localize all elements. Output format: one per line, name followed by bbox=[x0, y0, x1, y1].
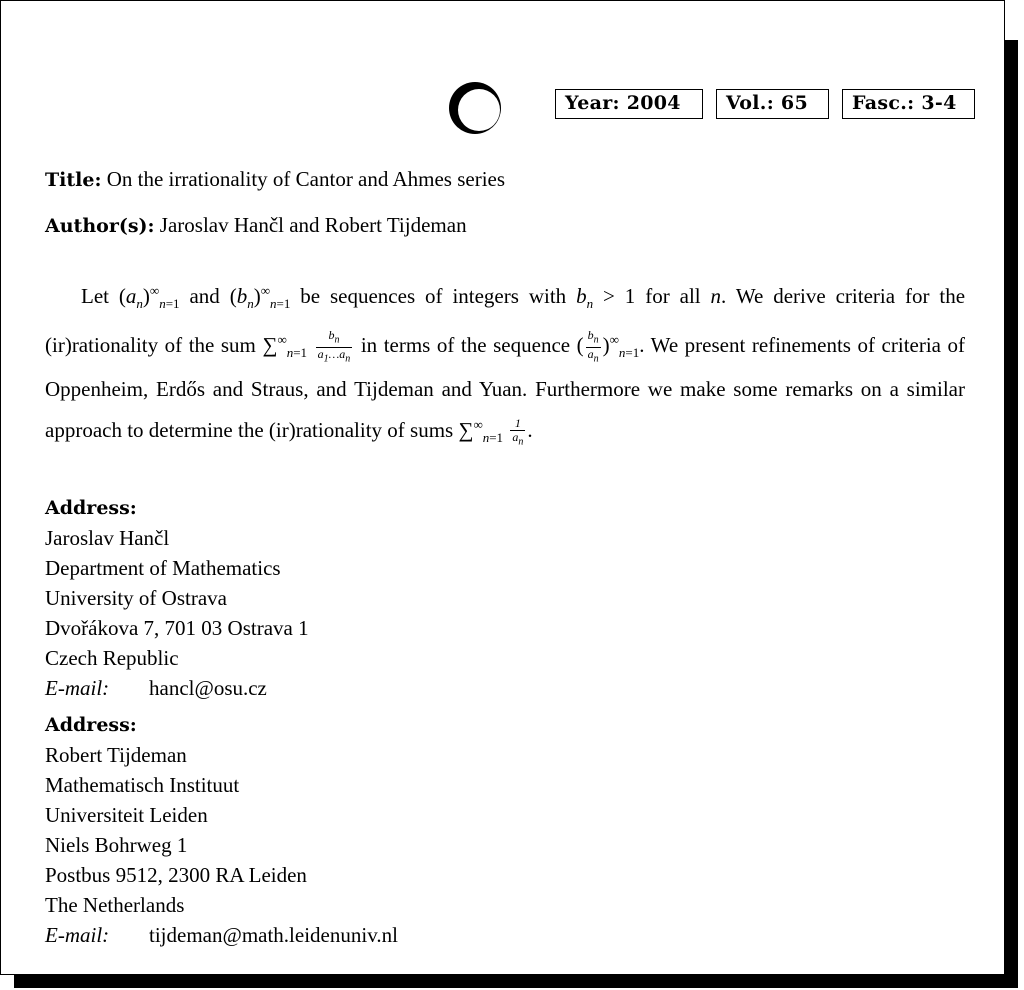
volume-box: Vol.: 65 bbox=[716, 89, 829, 119]
fascicle-box: Fasc.: 3-4 bbox=[842, 89, 975, 119]
address-line: Robert Tijdeman bbox=[45, 743, 187, 767]
address-line: Universiteit Leiden bbox=[45, 803, 208, 827]
abstract-text: . We derive criteria for the (ir)rationality of the sum bbox=[45, 284, 966, 358]
fraction: $\frac{b_n}{a_1\dots a_n}$ bbox=[317, 328, 351, 365]
abstract-text: be sequences of integers with bbox=[300, 284, 567, 308]
article-authors bbox=[45, 213, 467, 238]
address-line: Niels Bohrweg 1 bbox=[45, 833, 188, 857]
address-line: Mathematisch Instituut bbox=[45, 773, 240, 797]
email-address: tijdeman@math.leidenuniv.nl bbox=[149, 923, 398, 947]
abstract-text: . bbox=[527, 418, 533, 443]
address-line: Postbus 9512, 2300 RA Leiden bbox=[45, 863, 307, 887]
abstract-text: Let bbox=[81, 284, 109, 308]
address-label: Address: bbox=[45, 714, 137, 736]
abstract-text: for all bbox=[645, 284, 701, 308]
article-title bbox=[45, 167, 505, 192]
email-line bbox=[45, 673, 309, 703]
address-line: Jaroslav Hančl bbox=[45, 526, 170, 550]
address-line: Department of Mathematics bbox=[45, 556, 281, 580]
title-label: Title: bbox=[45, 169, 102, 191]
abstract-text: and bbox=[189, 284, 220, 308]
address-line: University of Ostrava bbox=[45, 586, 227, 610]
fraction: $\frac{1}{a_n}$ bbox=[512, 415, 524, 448]
year-box: Year: 2004 bbox=[555, 89, 703, 119]
page-shadow bbox=[1005, 40, 1018, 988]
email-label: E-mail: bbox=[45, 923, 110, 947]
authors-label: Author(s): bbox=[45, 215, 155, 237]
page-shadow bbox=[14, 975, 1018, 988]
email-address: hancl@osu.cz bbox=[149, 676, 267, 700]
email-line bbox=[45, 920, 398, 950]
title-text: On the irrationality of Cantor and Ahmes series bbox=[106, 167, 506, 191]
address-line: The Netherlands bbox=[45, 893, 185, 917]
abstract-text: . We present refinements of criteria of Oppenheim, Erdős and Straus, and Tijdeman and Yuan. Furthermore we make some remarks on a similar approach to determine the (ir)rationality of sums bbox=[45, 333, 966, 443]
abstract-text: in terms of the sequence bbox=[360, 333, 571, 358]
email-label: E-mail: bbox=[45, 676, 110, 700]
address-label: Address: bbox=[45, 497, 137, 519]
authors-text: Jaroslav Hančl and Robert Tijdeman bbox=[159, 213, 467, 237]
address-block bbox=[45, 710, 398, 950]
address-block bbox=[45, 493, 309, 703]
address-line: Czech Republic bbox=[45, 646, 179, 670]
abstract: Let $(a_n)^\infty_{n=1}$ and $(b_n)^\infty_{n=1}$ be sequences of integers with $b_n > 1$ for all n. We derive criteria for the (ir)rationality of the sum $\sum^\infty_{n=1}$ $\frac{b_n}{a_1\dots a_n}$ in terms of the sequence ( $\frac{b_n}{a_n}$ )$^\infty_{n=1}$. We present refinements of criteria of Oppenheim, Erdős and Straus, and Tijdeman and Yuan. Furthermore we make some remarks on a similar approach to determine the (ir)rationality of sums $\sum^\infty_{n=1}$ $\frac{1}{a_n}$ . bbox=[45, 283, 966, 448]
crescent-logo bbox=[447, 80, 503, 136]
address-line: Dvořákova 7, 701 03 Ostrava 1 bbox=[45, 616, 309, 640]
fraction: $\frac{b_n}{a_n}$ bbox=[587, 328, 599, 365]
